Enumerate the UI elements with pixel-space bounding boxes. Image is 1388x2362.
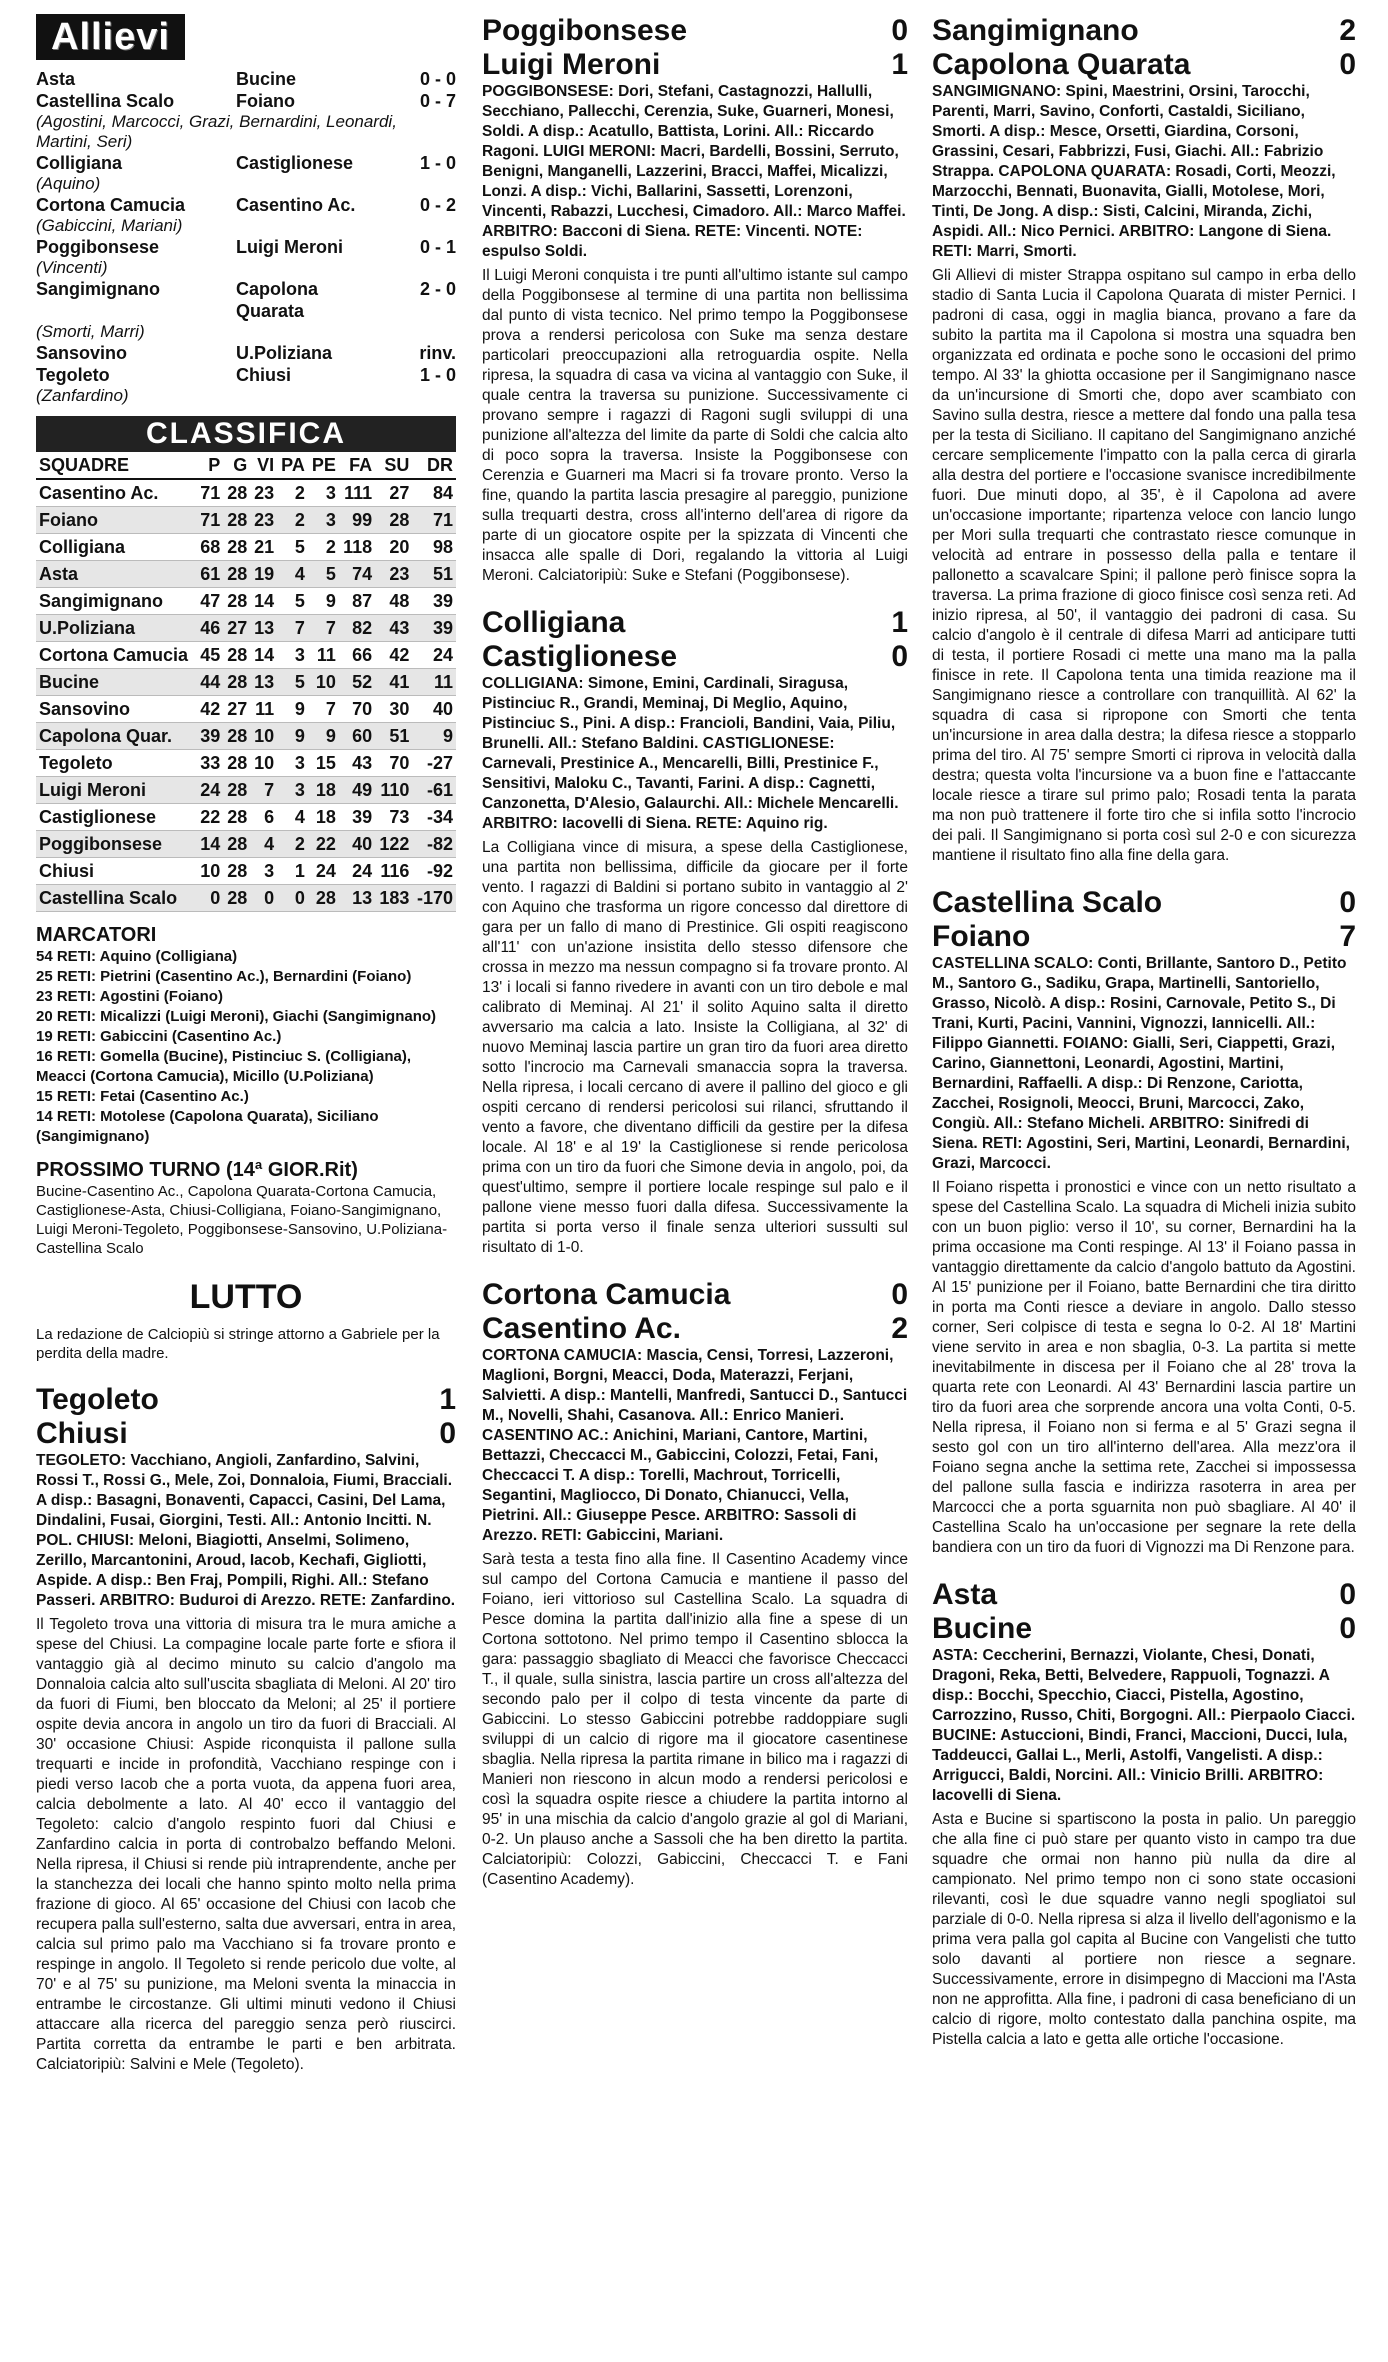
match-colligiana [482, 606, 908, 1258]
home-score: 0 [1339, 886, 1356, 919]
away-score: 0 [1339, 1612, 1356, 1645]
home-team: Tegoleto [36, 1383, 159, 1416]
stat-cell: 61 [196, 561, 223, 588]
result-score: 2 - 0 [419, 279, 456, 299]
scorer-line: 25 RETI: Pietrini (Casentino Ac.), Bernardini (Foiano) [36, 968, 412, 985]
lineups: CORTONA CAMUCIA: Mascia, Censi, Torresi, Lazzeroni, Maglioni, Borgni, Meacci, Doda, Materazzi, Ferjani, Salvietti. A disp.: Mantelli, Manfredi, Santucci D., Santucci M., Novelli, Shahi, Casanova. All.: Enrico Manieri. CASENTINO AC.: Anichini, Mariani, Cantore, Martini, Bettazzi, Checcacci M., Gabiccini, Colozzi, Fetai, Fani, Checcacci T. A disp.: Torelli, Machrout, Torricelli, Segantini, Magliocco, Di Donato, Chianucci, Vella, Pietrini. All.: Giuseppe Pesce. ARBITRO: Sassoli di Arezzo. RETI: Gabiccini, Mariani. [482, 1347, 908, 1544]
stat-cell: 13 [339, 885, 375, 912]
stat-cell: 11 [316, 645, 336, 665]
stat-cell: -82 [412, 831, 456, 858]
stat-cell: 28 [227, 591, 248, 611]
classifica-banner: CLASSIFICA [36, 416, 456, 452]
stat-cell: 45 [200, 645, 221, 665]
result-away: Castiglionese [236, 153, 354, 173]
stat-cell: 9 [308, 723, 339, 750]
lineups: COLLIGIANA: Simone, Emini, Cardinali, Siragusa, Pistinciuc R., Grandi, Meminaj, Di Meglio, Aquino, Pistinciuc S., Pini. A disp.: Francioli, Bandini, Vaia, Piliu, Brunelli. All.: Stefano Baldini. CASTIGLIONESE: Carnevali, Prestinice A., Mencarelli, Billi, Prestinice F., Sensitivi, Maloku C., Tavanti, Farini. A disp.: Cagnetti, Canzonetta, D'Alesio, Galaurchi. All.: Michele Mencarelli. ARBITRO: Iacovelli di Siena. RETE: Aquino rig. [482, 675, 899, 832]
stat-cell: 40 [339, 831, 375, 858]
stat-cell: 28 [223, 723, 250, 750]
result-scorers: (Agostini, Marcocci, Grazi, Bernardini, Leonardi, Martini, Seri) [36, 112, 397, 151]
stat-cell: 71 [200, 483, 221, 503]
stat-cell: 7 [277, 615, 308, 642]
match-castellina [932, 886, 1356, 1558]
stat-cell: 3 [264, 861, 275, 881]
stat-cell: 28 [223, 831, 250, 858]
result-away: U.Poliziana [236, 343, 333, 363]
team-name: Luigi Meroni [36, 777, 196, 804]
home-team: Cortona Camucia [482, 1278, 731, 1311]
result-score: 0 - 1 [419, 237, 456, 257]
stat-cell: 0 [250, 885, 277, 912]
stat-cell: 27 [223, 615, 250, 642]
stat-cell: 39 [412, 615, 456, 642]
stat-cell: 24 [315, 861, 336, 881]
result-scorers: (Vincenti) [36, 258, 108, 277]
lineups: TEGOLETO: Vacchiano, Angioli, Zanfardino, Salvini, Rossi T., Rossi G., Mele, Zoi, Donnaloia, Fiumi, Bracciali. A disp.: Basagni, Bonaventi, Capacci, Casini, Del Lama, Dindalini, Fusai, Giorgini, Testi. All.: Antonio Incitti. N. POL. CHIUSI: Meloni, Biagiotti, Anselmi, Solimeno, Zerillo, Marcantonini, Aroud, Iacob, Kechafi, Gigliotti, Aspide. A disp.: Ben Fraj, Pompili, Righi. All.: Stefano Passeri. ARBITRO: Buduroi di Arezzo. RETE: Zanfardino. [36, 1452, 456, 1609]
team-name: Cortona Camucia [39, 645, 189, 665]
table-row [36, 669, 456, 696]
result-score: 1 - 0 [419, 153, 456, 173]
result-score: 0 - 2 [419, 195, 456, 215]
stat-cell: 0 [277, 885, 308, 912]
stat-cell: 6 [264, 807, 275, 827]
standings-header: DR [412, 452, 456, 479]
standings-header: SQUADRE [36, 452, 196, 479]
stat-cell: 3 [308, 507, 339, 534]
stat-cell: 46 [196, 615, 223, 642]
result-row [36, 236, 456, 258]
stat-cell: 28 [227, 483, 248, 503]
stat-cell: 2 [294, 483, 305, 503]
table-row [36, 696, 456, 723]
table-row [36, 507, 456, 534]
result-away: Bucine [236, 69, 297, 89]
team-name: Castiglionese [39, 807, 157, 827]
home-team: Colligiana [482, 606, 626, 639]
scorer-line: 19 RETI: Gabiccini (Casentino Ac.) [36, 1028, 282, 1045]
stat-cell: 28 [227, 807, 248, 827]
team-name: Foiano [36, 507, 196, 534]
lineups: SANGIMIGNANO: Spini, Maestrini, Orsini, Tarocchi, Parenti, Marri, Savino, Conforti, Castaldi, Siciliano, Smorti. A disp.: Mesce, Orsetti, Giardina, Corsoni, Grassini, Cesari, Fabbrizzi, Fusi, Giachi. All.: Fabrizio Strappa. CAPOLONA QUARATA: Rosadi, Corti, Meozzi, Marzocchi, Bennati, Buonavita, Gialli, Motolese, Mori, Tinti, De Jong. A disp.: Sisti, Calcini, Miranda, Zichi, Aspidi. All.: Nico Pernici. ARBITRO: Langone di Siena. RETI: Marri, Smorti. [932, 83, 1336, 260]
home-team: Castellina Scalo [932, 886, 1163, 919]
away-team: Bucine [932, 1612, 1033, 1645]
match-sangimignano [932, 14, 1356, 866]
stat-cell: 51 [375, 723, 412, 750]
standings-header: PE [308, 452, 339, 479]
team-name: U.Poliziana [36, 615, 196, 642]
column-right [932, 14, 1356, 2050]
stat-cell: 13 [250, 669, 277, 696]
away-score: 0 [1339, 48, 1356, 81]
scorer-line: 54 RETI: Aquino (Colligiana) [36, 948, 238, 965]
table-row [36, 534, 456, 561]
result-away: Luigi Meroni [236, 237, 343, 257]
stat-cell: 73 [389, 807, 410, 827]
stat-cell: 183 [375, 885, 412, 912]
prossimo-turno-title: PROSSIMO TURNO (14ª GIOR.Rit) [36, 1159, 358, 1181]
stat-cell: 87 [352, 591, 373, 611]
stat-cell: 27 [227, 699, 248, 719]
stat-cell: 28 [223, 885, 250, 912]
team-name: Sansovino [39, 699, 131, 719]
table-row [36, 777, 456, 804]
stat-cell: 5 [294, 537, 305, 557]
stat-cell: 5 [294, 591, 305, 611]
result-row [36, 342, 456, 364]
stat-cell: 52 [339, 669, 375, 696]
stat-cell: -61 [412, 777, 456, 804]
result-home: Cortona Camucia [36, 195, 186, 215]
away-score: 0 [891, 640, 908, 673]
stat-cell: 48 [389, 591, 410, 611]
stat-cell: 14 [196, 831, 223, 858]
table-row [36, 615, 456, 642]
home-team: Poggibonsese [482, 14, 688, 47]
results-list [36, 68, 456, 406]
stat-cell: 111 [344, 483, 373, 503]
column-middle [482, 14, 908, 1890]
home-score: 0 [891, 14, 908, 47]
stat-cell: 84 [432, 483, 453, 503]
match-report: Gli Allievi di mister Strappa ospitano sul campo in erba dello stadio di Santa Lucia il Capolona Quarata di mister Pernici. I padroni di casa, oggi in maglia bianca, provano a fare da subito la partita ma il Capolona si mostra una squadra ben organizzata ed ordinata e poche sono le occasioni del primo tempo. Al 33' la ghiotta occasione per il Sangimignano nasce da un'incursione di Smorti che, dopo aver scambiato con Savino sulla destra, riesce a mettere dal fondo una palla tesa per la testa di Siciliano. Il capitano del Sangimignano anziché cercare semplicemente l'impatto con la palla cerca di girarla alla destra del portiere e l'occasione svanisce incredibilmente fuori. Due minuti dopo, al 35', è il Capolona ad avere un'occasione importante; ripartenza veloce con lancio lungo per Mori sulla trequarti che contrastato riesce comunque in velocità ad entrare in possesso della palla e tentare il pallonetto a scavalcare Spini; il pallone però finisce sopra la traversa. La prima frazione di gioco finisce così senza reti. Ad inizio ripresa, al 50', il vantaggio dei padroni di casa. Su calcio d'angolo è il centrale di difesa Marri ad anticipare tutti di testa, il portiere Rosadi ci mette una mano ma la palla finisce in rete. Il Capolona tenta una timida reazione ma il Sangimignano riesce a controllare con tranquillità. Al 62' la squadra di casa si ripropone con Smorti che tenta un'incursione in area dalla destra; la difesa riesce a stopparlo prima del tiro. Al 75' sempre Smorti ci riprova in velocità dalla destra; questa volta l'incursione va a buon fine e l'attaccante locale riesce a tirare sul primo palo; Rosadi tenta la parata ma non può trattenere il forte tiro che si infila sotto l'incrocio dei pali. Il Sangimignano si porta così sul 2-0 e con sicurezza mantiene il risultato fino alla fine della gara. [932, 267, 1356, 864]
marcatori-title: MARCATORI [36, 924, 157, 946]
table-row [36, 804, 456, 831]
table-row [36, 858, 456, 885]
match-report: La Colligiana vince di misura, a spese della Castiglionese, una partita non bellissima, difficile da giocare per il forte vento. I ragazzi di Baldini si portano subito in vantaggio al 2' con Aquino che trasforma un rigore concesso dal direttore di gara per un fallo di mano di Prestinice. Gli ospiti reagiscono all'11' con un'azione insistita dello stesso difensore che crossa in mezzo ma nessun compagno si fa trovare pronto. Al 13' i locali si fanno rivedere in avanti con un tiro debole e mal calibrato di Meminaj. Al 21' il solito Aquino salta il diretto avversario ma calcia a lato. Insiste la Colligiana, al 32' di nuovo Meminaj lascia partire un gran tiro da fuori area diretto sotto l'incrocio ma Carnevali smanaccia sopra la traversa. Nella ripresa, i locali cercano di avere il pallino del gioco e gli ospiti cercano di rendersi pericolosi sui rilanci, sfruttando il vento a favore, che diventano difficili da gestire per la difesa locale. Al 18' e al 19' la Castiglionese si rende pericolosa prima con un tiro da fuori che Simone devia in angolo, poi, da quest'ultimo, sempre il portiere locale respinge sul palo e il pallone viene messo fuori dalla difesa. Successivamente la partita si porta verso il finale senza ulteriori sussulti sul risultato di 1-0. [482, 839, 908, 1256]
away-score: 7 [1339, 920, 1356, 953]
stat-cell: 43 [352, 753, 373, 773]
stat-cell: 11 [412, 669, 456, 696]
stat-cell: 28 [308, 885, 339, 912]
result-row [36, 194, 456, 216]
table-row [36, 561, 456, 588]
table-row [36, 750, 456, 777]
stat-cell: 47 [200, 591, 221, 611]
match-report: Il Tegoleto trova una vittoria di misura tra le mura amiche a spese del Chiusi. La compagine locale parte forte e sfiora il vantaggio già al decimo minuto su calcio d'angolo ma Donnaloia calcia alto sull'uscita sbagliata di Meloni. Al 20' tiro da fuori di Fiumi, ben bloccato da Meloni; al 25' il portiere ospite devia ancora in angolo un tiro da fuori di Bracciali. Al 30' occasione Chiusi: Aspide riconquista il pallone sulla trequarti e incide in profondità, Vacchiano respinge con i piedi verso Iacob che a porta vuota, da appena fuori area, calcia debolmente a lato. Al 40' ecco il vantaggio del Tegoleto: calcio d'angolo respinto fuori dal Chiusi e Zanfardino calcia in porta di controbalzo beffando Meloni. Nella ripresa, il Chiusi si rende più intraprendente, anche per la stanchezza dei locali che hanno spinto molto nella prima frazione di gioco. Al 65' occasione del Chiusi con Iacob che recupera palla sull'esterno, salta due avversari, entra in area, calcia sul primo palo ma Vacchiano si fa trovare pronto e respinge in angolo. Il Tegoleto si rende pericolo due volte, al 70' e al 75' su punizione, ma Meloni sventa la minaccia in entrambe le circostanze. Gli ultimi minuti vedono il Chiusi attaccare alla ricerca del pareggio senza però riuscirci. Partita corretta da entrambe le parti e ben arbitrata. Calciatoripiù: Salvini e Mele (Tegoleto). [36, 1616, 456, 2073]
result-row [36, 68, 456, 90]
scorer-line: 23 RETI: Agostini (Foiano) [36, 988, 223, 1005]
away-score: 0 [439, 1417, 456, 1450]
away-team: Castiglionese [482, 640, 678, 673]
match-report: Sarà testa a testa fino alla fine. Il Casentino Academy vince sul campo del Cortona Camucia e mantiene il passo del Foiano, ieri vittorioso sul Castellina Scalo. La squadra di Pesce domina la partita dall'inizio alla fine a spese di un Cortona sottotono. Nel primo tempo il Casentino sblocca la gara: passaggio sbagliato di Meacci che favorisce Checcacci T., il quale, sulla sinistra, lascia partire un cross all'altezza del secondo palo per il colpo di testa vincente da parte di Gabiccini. Lo stesso Gabiccini potrebbe raddoppiare sugli sviluppi di un calcio di rigore ma il giocatore casentinese sbaglia. Nella ripresa la partita rimane in bilico ma i ragazzi di Manieri non riescono in alcun modo a rendersi pericolosi e così la squadra ospite riesce a chiudere la partita intorno al 95' in una mischia da calcio d'angolo grazie al gol di Mariani, 0-2. Un plauso anche a Sassoli che ha ben diretto la partita. Calciatoripiù: Colozzi, Gabiccini, Checcacci T. e Fani (Casentino Academy). [482, 1551, 908, 1888]
stat-cell: 42 [200, 699, 221, 719]
stat-cell: 4 [294, 807, 305, 827]
result-away: Foiano [236, 91, 295, 111]
team-name: Asta [36, 561, 196, 588]
stat-cell: 99 [339, 507, 375, 534]
team-name: Chiusi [39, 861, 95, 881]
stat-cell: -34 [426, 807, 453, 827]
home-score: 0 [891, 1278, 908, 1311]
stat-cell: 42 [389, 645, 410, 665]
result-home: Poggibonsese [36, 237, 160, 257]
result-away: Capolona Quarata [236, 279, 319, 321]
stat-cell: 9 [277, 723, 308, 750]
away-team: Chiusi [36, 1417, 128, 1450]
home-score: 0 [1339, 1578, 1356, 1611]
stat-cell: 39 [432, 591, 453, 611]
stat-cell: 28 [223, 777, 250, 804]
team-name: Castellina Scalo [36, 885, 196, 912]
result-score: 0 - 0 [419, 69, 456, 89]
team-name: Casentino Ac. [39, 483, 159, 503]
stat-cell: 66 [352, 645, 373, 665]
away-score: 2 [891, 1312, 908, 1345]
standings-header: SU [375, 452, 412, 479]
home-score: 1 [439, 1383, 456, 1416]
stat-cell: 28 [375, 507, 412, 534]
home-score: 2 [1339, 14, 1356, 47]
stat-cell: 28 [223, 669, 250, 696]
stat-cell: 9 [412, 723, 456, 750]
stat-cell: 22 [308, 831, 339, 858]
stat-cell: 7 [308, 615, 339, 642]
lineups: ASTA: Ceccherini, Bernazzi, Violante, Chesi, Donati, Dragoni, Reka, Betti, Belvedere, Rappuoli, Tognazzi. A disp.: Bocchi, Specchio, Ciacci, Pistella, Agostino, Carrozzino, Russo, Chiti, Borgogni. All.: Pierpaolo Ciacci. BUCINE: Astuccioni, Bindi, Franci, Maccioni, Ducci, Iula, Taddeucci, Gallai L., Merli, Astolfi, Vangelisti. A disp.: Arrigucci, Baldi, Norcini. All.: Vinicio Brilli. ARBITRO: Iacovelli di Siena. [932, 1647, 1356, 1804]
stat-cell: 28 [227, 645, 248, 665]
home-score: 1 [891, 606, 908, 639]
table-row [36, 885, 456, 912]
stat-cell: 2 [277, 507, 308, 534]
stat-cell: 30 [389, 699, 410, 719]
match-cortona [482, 1278, 908, 1890]
stat-cell: -27 [426, 753, 453, 773]
stat-cell: 71 [412, 507, 456, 534]
stat-cell: 14 [254, 591, 275, 611]
result-home: Sansovino [36, 343, 128, 363]
table-row [36, 642, 456, 669]
match-report: Il Foiano rispetta i pronostici e vince con un netto risultato a spese del Castellina Scalo. La squadra di Micheli inizia subito con un buon piglio: verso il 10', su corner, Bernardini ha la prima occasione ma Conti respinge. Al 13' il Foiano passa in vantaggio direttamente da calcio d'angolo battuto da Agostini. Al 15' punizione per il Foiano, batte Bernardini che tira diritto in porta ma Conti riesce a deviare in angolo. Dallo stesso corner, Seri colpisce di testa e segna lo 0-2. Al 18' Martini viene servito in area e non sbaglia, 0-3. La partita si mette inevitabilmente in discesa per il Foiano che al 28' trova la quarta rete con Leonardi. Al 43' Bernardini lascia partire un tiro da fuori area che sorprende ancora una volta Conti, 0-5. Nella ripresa, il Foiano non si ferma e al 5' Grazi segna il sesto gol con un tiro all'interno dell'area. Alla mezz'ora il Foiano segna anche la settima rete, Zacchei si impossessa del pallone sulla fascia e indirizza rasoterra in area per Marcocci che a porta sguarnita non può sbagliare. Al 40' il Castellina Scalo ha un'occasione per segnare la rete della bandiera con un tiro da fuori di Vignozzi ma Di Renzone para. [932, 1179, 1356, 1556]
lineups: POGGIBONSESE: Dori, Stefani, Castagnozzi, Hallulli, Secchiano, Pallecchi, Cerenzia, Suke, Guarneri, Monesi, Soldi. A disp.: Acatullo, Battista, Lorini. All.: Riccardo Ragoni. LUIGI MERONI: Macri, Bardelli, Bossini, Serruto, Benigni, Manganelli, Lazzerini, Bracci, Maffei, Micalizzi, Lonzi. A disp.: Vichi, Ballarini, Sassetti, Lorenzoni, Vincenti, Rabazzi, Lucchesi, Cimadoro. All.: Marco Maffei. ARBITRO: Bacconi di Siena. RETE: Vincenti. NOTE: espulso Soldi. [482, 83, 906, 260]
result-scorers: (Zanfardino) [36, 386, 129, 405]
result-score: rinv. [419, 343, 456, 363]
stat-cell: 122 [375, 831, 412, 858]
result-score: 1 - 0 [419, 365, 456, 385]
allievi-banner: Allievi [36, 14, 185, 60]
team-name: Sangimignano [39, 591, 164, 611]
stat-cell: 24 [352, 861, 373, 881]
stat-cell: 27 [389, 483, 410, 503]
column-left [36, 14, 456, 2075]
table-row [36, 479, 456, 507]
away-team: Casentino Ac. [482, 1312, 681, 1345]
stat-cell: 20 [389, 537, 410, 557]
result-scorers: (Aquino) [36, 174, 101, 193]
stat-cell: 1 [294, 861, 305, 881]
stat-cell: 71 [196, 507, 223, 534]
standings-header: FA [339, 452, 375, 479]
away-team: Foiano [932, 920, 1031, 953]
stat-cell: 22 [200, 807, 221, 827]
stat-cell: 40 [432, 699, 453, 719]
match-report: Il Luigi Meroni conquista i tre punti all'ultimo istante sul campo della Poggibonsese al termine di una partita non bellissima dal punto di vista tecnico. Nel primo tempo la Poggibonsese prova a rendersi pericolosa con Suke ma senza destare particolari preoccupazioni alla retroguardia ospite. Nella ripresa, la squadra di casa va vicina al vantaggio con Suke, il quale centra la traversa su punizione. Successivamente ci provano sempre i ragazzi di Ragoni sugli sviluppi di una punizione all'altezza del limite da parte di Soldi che calcia alto di poco sopra la traversa. Insiste la Poggibonsese con Cerenzia e Guarneri ma Macri si fa trovare pronto. Verso la fine, quando la partita lascia presagire al pareggio, punizione sulla trequarti destra, cross all'interno dell'area di rigore da parte di un giocatore ospite per la spizzata di Vincenti che insacca alle spalle di Dori, regalando la vittoria al Luigi Meroni. Calciatoripiù: Suke e Stefani (Poggibonsese). [482, 267, 908, 584]
stat-cell: 24 [196, 777, 223, 804]
stat-cell: 2 [277, 831, 308, 858]
standings-header: VI [250, 452, 277, 479]
result-away: Chiusi [236, 365, 292, 385]
team-name: Bucine [36, 669, 196, 696]
stat-cell: 15 [315, 753, 336, 773]
stat-cell: 110 [375, 777, 412, 804]
stat-cell: 43 [375, 615, 412, 642]
stat-cell: 23 [250, 507, 277, 534]
stat-cell: 28 [227, 861, 248, 881]
result-scorers: (Gabiccini, Mariani) [36, 216, 183, 235]
away-score: 1 [891, 48, 908, 81]
stat-cell: 28 [223, 507, 250, 534]
stat-cell: 70 [389, 753, 410, 773]
team-name: Poggibonsese [36, 831, 196, 858]
result-row [36, 152, 456, 174]
result-home: Tegoleto [36, 365, 110, 385]
stat-cell: 9 [294, 699, 305, 719]
prossimo-turno-text: Bucine-Casentino Ac., Capolona Quarata-Cortona Camucia, Castiglionese-Asta, Chiusi-Colligiana, Foiano-Sangimignano, Luigi Meroni-Tegoleto, Poggibonsese-Sansovino, U.Poliziana-Castellina Scalo [36, 1183, 448, 1257]
stat-cell: 7 [325, 699, 336, 719]
table-row [36, 723, 456, 750]
result-row [36, 278, 456, 322]
match-asta [932, 1578, 1356, 2050]
match-poggibonsese [482, 14, 908, 586]
stat-cell: 0 [196, 885, 223, 912]
stat-cell: 49 [339, 777, 375, 804]
match-report: Asta e Bucine si spartiscono la posta in palio. Un pareggio che alla fine ci può stare per quanto visto in campo tra due squadre che ormai non hanno più nulla da dire al campionato. Nel primo tempo non ci sono state occasioni rilevanti, così le due squadre vanno negli spogliatoi sul parziale di 0-0. Nella ripresa si alza il livello dell'agonismo e la prima vera palla gol capita al Bucine con Vangelisti che tutto solo davanti al portiere non riesce a segnare. Successivamente, errore in disimpegno di Maccioni ma l'Asta non ne approfitta. Alla fine, i padroni di casa beneficiano di un calcio di rigore, molto contestato dalla panchina ospite, ma Pistella calcia a lato e getta alle ortiche l'occasione. [932, 1811, 1356, 2048]
match-tegoleto [36, 1383, 456, 2075]
home-team: Sangimignano [932, 14, 1139, 47]
stat-cell: 10 [254, 753, 275, 773]
stat-cell: 116 [380, 861, 410, 881]
scorer-line: 14 RETI: Motolese (Capolona Quarata), Siciliano (Sangimignano) [36, 1108, 379, 1145]
stat-cell: 23 [254, 483, 275, 503]
table-row [36, 588, 456, 615]
standings-header: P [196, 452, 223, 479]
lineups: CASTELLINA SCALO: Conti, Brillante, Santoro D., Petito M., Santoro G., Sadiku, Grapa, Martinelli, Santoriello, Grasso, Nicolò. A disp.: Rosini, Carnovale, Petito S., Di Trani, Kurti, Pacini, Vannini, Vignozzi, Iannicelli. All.: Filippo Giannetti. FOIANO: Gialli, Seri, Ciappetti, Grazi, Carino, Giannettoni, Leonardi, Agostini, Martini, Bernardini, Raffaelli. A disp.: Di Renzone, Cariotta, Zacchei, Rosignoli, Meocci, Bruni, Marcocci, Zako, Congiù. All.: Stefano Micheli. ARBITRO: Sinifredi di Siena. RETI: Agostini, Seri, Martini, Leonardi, Bernardini, Grazi, Marcocci. [932, 955, 1350, 1172]
lutto-text: La redazione de Calciopiù si stringe attorno a Gabriele per la perdita della madre. [36, 1326, 440, 1362]
stat-cell: 118 [343, 537, 373, 557]
stat-cell: 70 [352, 699, 373, 719]
stat-cell: 28 [227, 753, 248, 773]
result-row [36, 364, 456, 386]
stat-cell: 21 [254, 537, 275, 557]
result-row [36, 90, 456, 112]
team-name: Capolona Quar. [36, 723, 196, 750]
stat-cell: 18 [315, 807, 336, 827]
result-score: 0 - 7 [419, 91, 456, 111]
stat-cell: 82 [339, 615, 375, 642]
stat-cell: 98 [432, 537, 453, 557]
result-home: Sangimignano [36, 279, 161, 299]
stat-cell: 74 [339, 561, 375, 588]
standings-table [36, 452, 456, 912]
stat-cell: 10 [308, 669, 339, 696]
stat-cell: 7 [250, 777, 277, 804]
stat-cell: 28 [227, 537, 248, 557]
stat-cell: 10 [200, 861, 221, 881]
away-team: Capolona Quarata [932, 48, 1191, 81]
stat-cell: 11 [255, 699, 275, 719]
scorer-line: 20 RETI: Micalizzi (Luigi Meroni), Giachi (Sangimignano) [36, 1008, 437, 1025]
team-name: Tegoleto [39, 753, 113, 773]
stat-cell: 51 [412, 561, 456, 588]
scorer-line: 16 RETI: Gomella (Bucine), Pistinciuc S. (Colligiana), Meacci (Cortona Camucia), Micillo (U.Poliziana) [36, 1048, 412, 1085]
stat-cell: 14 [254, 645, 275, 665]
lutto-title: LUTTO [189, 1278, 303, 1316]
result-home: Castellina Scalo [36, 91, 175, 111]
away-team: Luigi Meroni [482, 48, 661, 81]
stat-cell: 28 [223, 561, 250, 588]
stat-cell: 68 [200, 537, 221, 557]
stat-cell: 5 [308, 561, 339, 588]
table-row [36, 831, 456, 858]
result-away: Casentino Ac. [236, 195, 356, 215]
scorer-line: 15 RETI: Fetai (Casentino Ac.) [36, 1088, 249, 1105]
home-team: Asta [932, 1578, 998, 1611]
stat-cell: 44 [196, 669, 223, 696]
standings-header: G [223, 452, 250, 479]
stat-cell: 13 [250, 615, 277, 642]
stat-cell: 39 [352, 807, 373, 827]
result-home: Asta [36, 69, 76, 89]
stat-cell: 19 [250, 561, 277, 588]
stat-cell: -170 [412, 885, 456, 912]
standings-header: PA [277, 452, 308, 479]
stat-cell: 33 [200, 753, 221, 773]
stat-cell: 41 [375, 669, 412, 696]
stat-cell: -92 [426, 861, 453, 881]
stat-cell: 24 [432, 645, 453, 665]
stat-cell: 4 [250, 831, 277, 858]
stat-cell: 39 [196, 723, 223, 750]
stat-cell: 60 [339, 723, 375, 750]
stat-cell: 3 [294, 645, 305, 665]
stat-cell: 23 [375, 561, 412, 588]
result-home: Colligiana [36, 153, 123, 173]
result-scorers: (Smorti, Marri) [36, 322, 145, 341]
stat-cell: 3 [325, 483, 336, 503]
scorers-list [36, 947, 456, 1147]
stat-cell: 9 [325, 591, 336, 611]
stat-cell: 4 [277, 561, 308, 588]
stat-cell: 2 [325, 537, 336, 557]
stat-cell: 18 [308, 777, 339, 804]
team-name: Colligiana [39, 537, 126, 557]
stat-cell: 10 [250, 723, 277, 750]
stat-cell: 3 [294, 753, 305, 773]
stat-cell: 5 [277, 669, 308, 696]
stat-cell: 3 [277, 777, 308, 804]
